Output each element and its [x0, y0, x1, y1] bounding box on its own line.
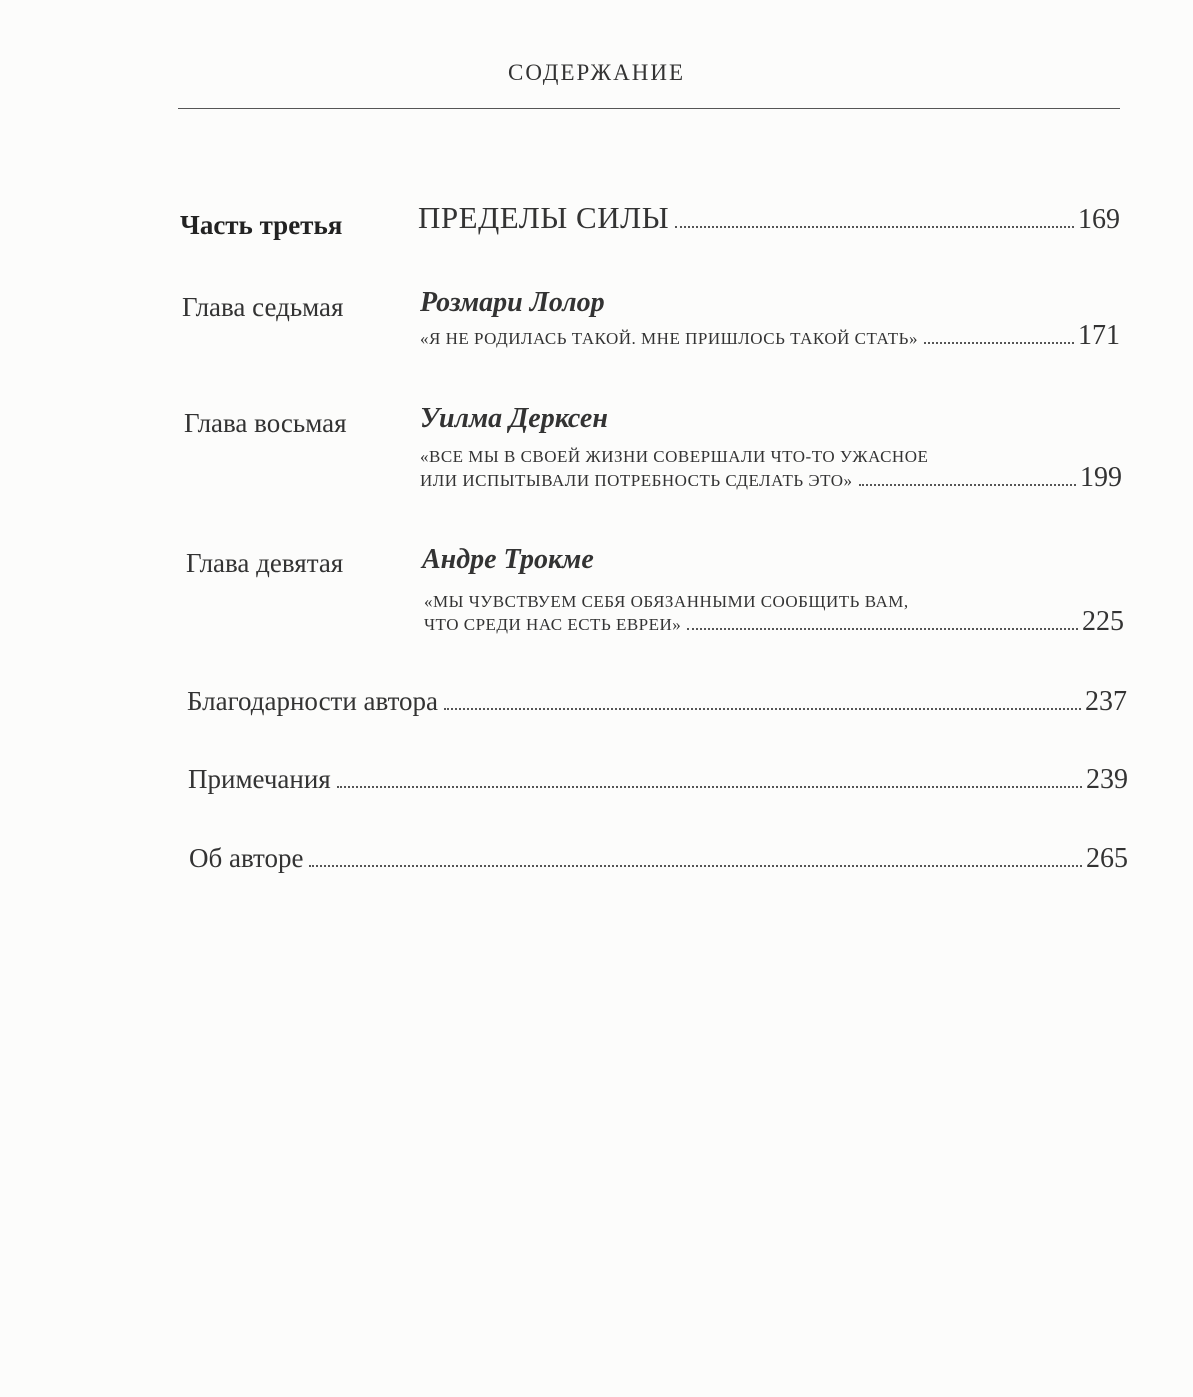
page-number: 239 — [1086, 764, 1128, 795]
chapter-author: Розмари Лолор — [420, 287, 605, 318]
chapter-subtitle: ИЛИ ИСПЫТЫВАЛИ ПОТРЕБНОСТЬ СДЕЛАТЬ ЭТО» — [420, 471, 853, 490]
leader-dots — [337, 785, 1082, 788]
chapter-subtitle: «МЫ ЧУВСТВУЕМ СЕБЯ ОБЯЗАННЫМИ СООБЩИТЬ ВАМ, — [424, 592, 909, 611]
backmatter-title: Об авторе — [189, 843, 304, 873]
toc-backmatter-entry[interactable] — [187, 686, 1127, 718]
header-rule — [178, 108, 1120, 109]
toc-backmatter-entry[interactable] — [188, 764, 1128, 796]
chapter-author: Андре Трокме — [422, 544, 594, 575]
page-number: 237 — [1085, 686, 1127, 717]
leader-dots — [675, 225, 1074, 228]
backmatter-title: Благодарности автора — [187, 686, 439, 716]
page-number: 169 — [1078, 204, 1120, 235]
page-header: СОДЕРЖАНИЕ — [507, 60, 685, 85]
chapter-subtitle: «Я НЕ РОДИЛАСЬ ТАКОЙ. МНЕ ПРИШЛОСЬ ТАКОЙ СТАТЬ» — [420, 329, 918, 348]
chapter-subtitle-line — [420, 320, 1120, 352]
part-title-line — [418, 200, 1120, 236]
chapter-subtitle: «ВСЕ МЫ В СВОЕЙ ЖИЗНИ СОВЕРШАЛИ ЧТО-ТО УЖАСНОЕ — [420, 447, 929, 466]
page-number: 171 — [1078, 320, 1120, 351]
chapter-author: Уилма Дерксен — [420, 403, 608, 434]
chapter-subtitle-line — [420, 462, 1122, 494]
chapter-subtitle-line — [424, 606, 1124, 638]
backmatter-title: Примечания — [188, 764, 331, 794]
part-title: ПРЕДЕЛЫ СИЛЫ — [418, 200, 670, 235]
chapter-subtitle: ЧТО СРЕДИ НАС ЕСТЬ ЕВРЕИ» — [424, 615, 682, 634]
leader-dots — [859, 483, 1076, 486]
page-number: 265 — [1086, 843, 1128, 874]
chapter-label: Глава седьмая — [182, 292, 344, 322]
leader-dots — [924, 341, 1074, 344]
page-number: 199 — [1080, 462, 1122, 493]
leader-dots — [444, 707, 1081, 710]
chapter-label: Глава восьмая — [184, 408, 347, 438]
part-label: Часть третья — [180, 210, 343, 240]
page-number: 225 — [1082, 606, 1124, 637]
leader-dots — [687, 627, 1078, 630]
chapter-label: Глава девятая — [186, 548, 344, 578]
leader-dots — [309, 864, 1082, 867]
toc-backmatter-entry[interactable] — [189, 843, 1128, 875]
